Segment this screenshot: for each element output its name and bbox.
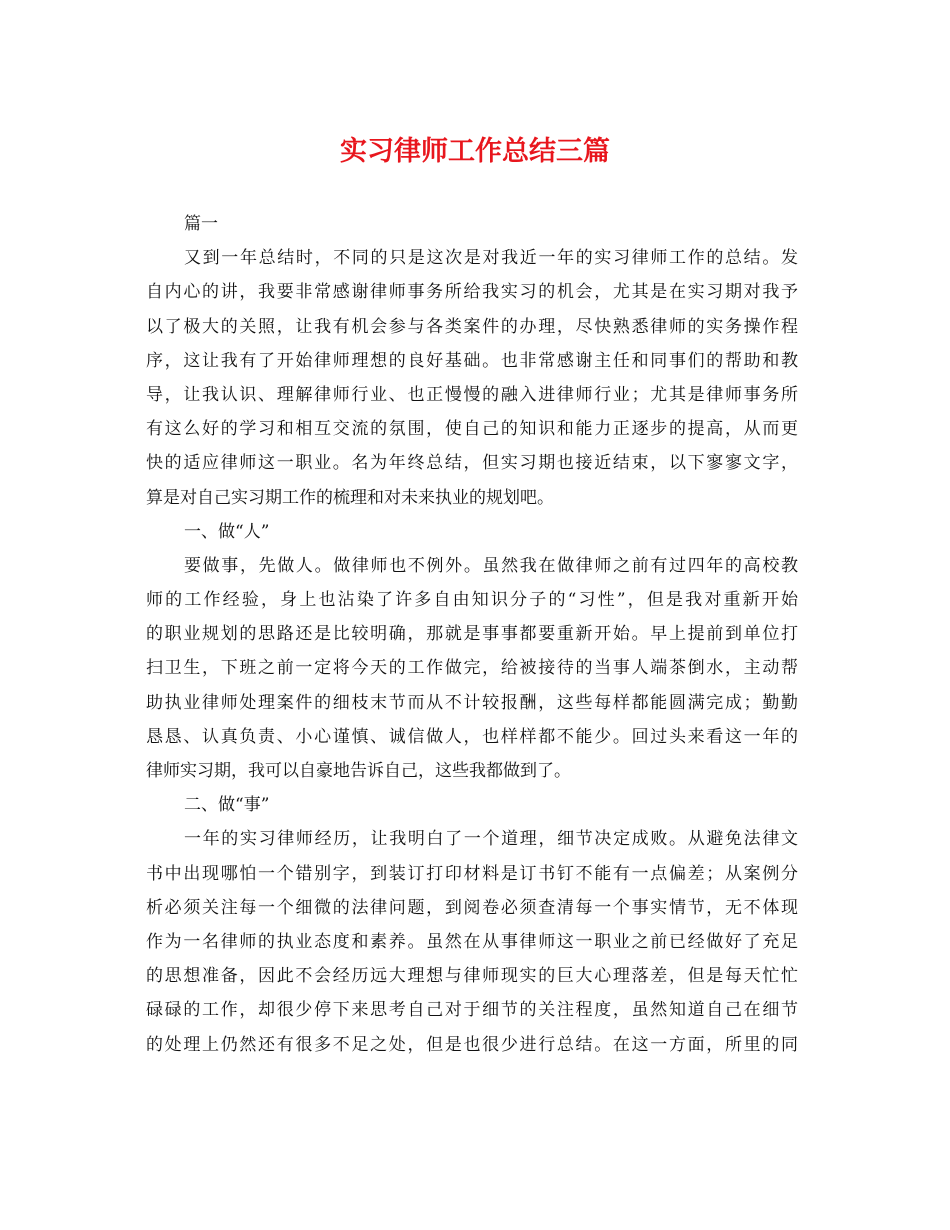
text-line: 书中出现哪怕一个错别字，到装订打印材料是订书钉不能有一点偏差；从案例分: [146, 863, 798, 884]
text-line: 一、做“人”: [184, 521, 270, 542]
text-line: 的思想准备，因此不会经历远大理想与律师现实的巨大心理落差，但是每天忙忙: [146, 966, 798, 987]
text-line: 自内心的讲，我要非常感谢律师事务所给我实习的机会，尤其是在实习期对我予: [146, 282, 798, 303]
text-line: 二、做“事”: [184, 795, 270, 816]
document-body: [146, 207, 798, 1062]
text-line: 扫卫生，下班之前一定将今天的工作做完，给被接待的当事人端茶倒水，主动帮: [146, 658, 798, 679]
text-line: 的职业规划的思路还是比较明确，那就是事事都要重新开始。早上提前到单位打: [146, 624, 798, 645]
text-line: 助执业律师处理案件的细枝末节而从不计较报酬，这些每样都能圆满完成；勤勤: [146, 692, 798, 713]
text-line: 有这么好的学习和相互交流的氛围，使自己的知识和能力正逐步的提高，从而更: [146, 419, 798, 440]
text-line: 算是对自己实习期工作的梳理和对未来执业的规划吧。: [146, 487, 554, 508]
text-line: 又到一年总结时，不同的只是这次是对我近一年的实习律师工作的总结。发: [184, 248, 798, 269]
text-line: 析必须关注每一个细微的法律问题，到阅卷必须查清每一个事实情节，无不体现: [146, 897, 798, 918]
text-line: 一年的实习律师经历，让我明白了一个道理，细节决定成败。从避免法律文: [184, 829, 798, 850]
text-line: 的处理上仍然还有很多不足之处，但是也很少进行总结。在这一方面，所里的同: [146, 1034, 798, 1055]
text-line: 快的适应律师这一职业。名为年终总结，但实习期也接近结束，以下寥寥文字，: [146, 453, 798, 474]
text-line: 碌碌的工作，却很少停下来思考自己对于细节的关注程度，虽然知道自己在细节: [146, 1000, 798, 1021]
text-line: 律师实习期，我可以自豪地告诉自己，这些我都做到了。: [146, 761, 571, 781]
text-line: 作为一名律师的执业态度和素养。虽然在从事律师这一职业之前已经做好了充足: [146, 931, 798, 952]
text-line: 序，这让我有了开始律师理想的良好基础。也非常感谢主任和同事们的帮助和教: [146, 350, 798, 371]
text-line: 导，让我认识、理解律师行业、也正慢慢的融入进律师行业；尤其是律师事务所: [146, 384, 798, 405]
text-line: 篇一: [184, 214, 218, 234]
text-line: 以了极大的关照，让我有机会参与各类案件的办理，尽快熟悉律师的实务操作程: [146, 316, 798, 337]
text-line: 要做事，先做人。做律师也不例外。虽然我在做律师之前有过四年的高校教: [184, 555, 798, 576]
text-line: 恳恳、认真负责、小心谨慎、诚信做人，也样样都不能少。回过头来看这一年的: [146, 726, 798, 747]
text-line: 师的工作经验，身上也沾染了许多自由知识分子的“习性”，但是我对重新开始: [146, 590, 798, 611]
document-title: 实习律师工作总结三篇: [340, 136, 610, 167]
